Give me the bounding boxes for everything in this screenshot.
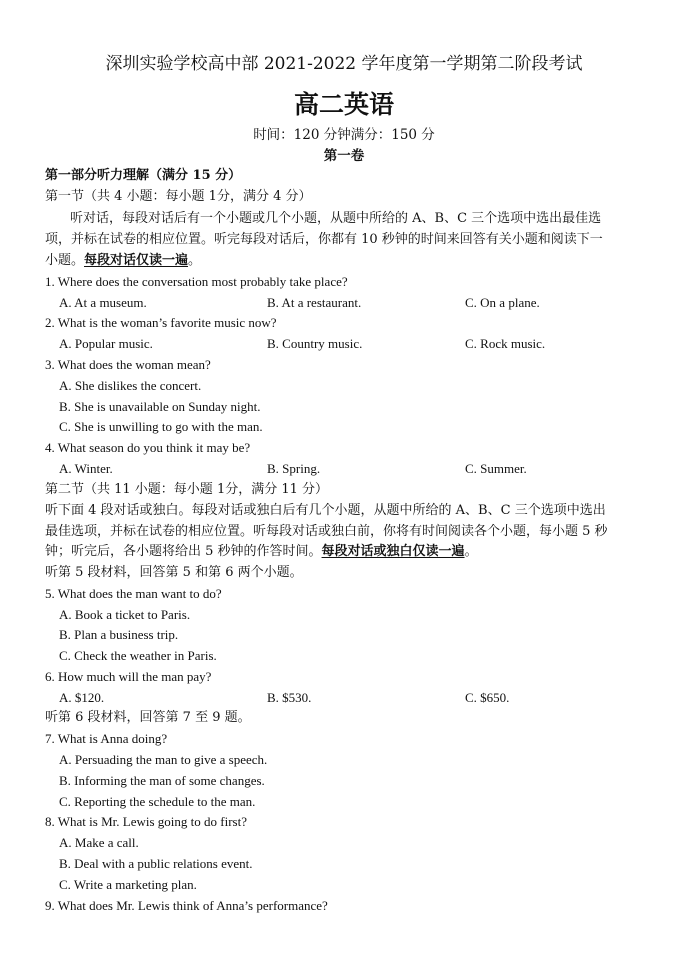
q8-option-b: B. Deal with a public relations event. [59,856,253,871]
material-6-note: 听第 6 段材料，回答第 7 至 9 题。 [45,710,251,725]
subject-title: 高二英语 [293,90,394,119]
q4-option-b: B. Spring. [267,461,321,476]
q2-stem: 2. What is the woman’s favorite music now? [45,315,277,330]
q6-option-c: C. $650. [465,690,510,705]
instruction-period: 。 [464,544,478,559]
section1-instruction-2: 项，并标在试卷的相应位置。听完每段对话后，你都有 10 秒钟的时间来回答有关小题和阅读下一 [45,232,603,247]
section2-instruction-3 [45,544,478,560]
read-once-note: 每段对话仅读一遍 [84,253,189,268]
q3-option-c: C. She is unwilling to go with the man. [59,419,263,434]
section2-instruction-2: 最佳选项，并标在试卷的相应位置。听每段对话或独白前，你将有时间阅读各个小题，每小题 5 秒 [45,524,608,539]
instruction-text: 小题。 [45,253,85,268]
q4-stem: 4. What season do you think it may be? [45,440,251,455]
section2-instruction-1: 听下面 4 段对话或独白。每段对话或独白后有几个小题，从题中所给的 A、B、C 三个选项中选出 [45,503,606,518]
q6-option-a: A. $120. [59,690,105,705]
section1-instruction-3 [45,253,201,269]
q4-option-a: A. Winter. [59,461,113,476]
instruction-period: 。 [188,253,202,268]
q7-option-c: C. Reporting the schedule to the man. [59,794,256,809]
section1-title: 第一节（共 4 小题：每小题 1分，满分 4 分） [45,189,312,204]
q1-option-a: A. At a museum. [59,295,147,310]
q4-option-c: C. Summer. [465,461,527,476]
q3-option-b: B. She is unavailable on Sunday night. [59,399,261,414]
section1-instruction-1: 听对话，每段对话后有一个小题或几个小题，从题中所给的 A、B、C 三个选项中选出最佳选 [70,211,602,226]
q8-stem: 8. What is Mr. Lewis going to do first? [45,814,247,829]
q1-option-c: C. On a plane. [465,295,540,310]
q5-option-a: A. Book a ticket to Paris. [59,607,191,622]
material-5-note: 听第 5 段材料，回答第 5 和第 6 两个小题。 [45,565,303,580]
q1-option-b: B. At a restaurant. [267,295,362,310]
q5-option-c: C. Check the weather in Paris. [59,648,217,663]
section2-title: 第二节（共 11 小题：每小题 1分，满分 11 分） [45,482,329,497]
q9-stem: 9. What does Mr. Lewis think of Anna’s performance? [45,898,328,913]
instruction-text: 钟；听完后，各小题将给出 5 秒钟的作答时间。 [45,544,322,559]
q2-option-b: B. Country music. [267,336,363,351]
q2-option-a: A. Popular music. [59,336,153,351]
part1-title: 第一部分听力理解（满分 15 分） [45,168,242,183]
q7-option-b: B. Informing the man of some changes. [59,773,265,788]
q6-option-b: B. $530. [267,690,312,705]
time-score-line: 时间：120 分钟满分：150 分 [253,127,435,143]
q8-option-a: A. Make a call. [59,835,139,850]
q2-option-c: C. Rock music. [465,336,546,351]
q1-stem: 1. Where does the conversation most probably take place? [45,274,348,289]
q5-stem: 5. What does the man want to do? [45,586,222,601]
q5-option-b: B. Plan a business trip. [59,627,179,642]
q3-stem: 3. What does the woman mean? [45,357,211,372]
q7-option-a: A. Persuading the man to give a speech. [59,752,268,767]
q6-stem: 6. How much will the man pay? [45,669,212,684]
volume-title: 第一卷 [323,148,365,164]
school-exam-title: 深圳实验学校高中部 2021-2022 学年度第一学期第二阶段考试 [105,54,583,74]
read-once-note: 每段对话或独白仅读一遍 [321,544,465,559]
q3-option-a: A. She dislikes the concert. [59,378,202,393]
q7-stem: 7. What is Anna doing? [45,731,168,746]
q8-option-c: C. Write a marketing plan. [59,877,197,892]
